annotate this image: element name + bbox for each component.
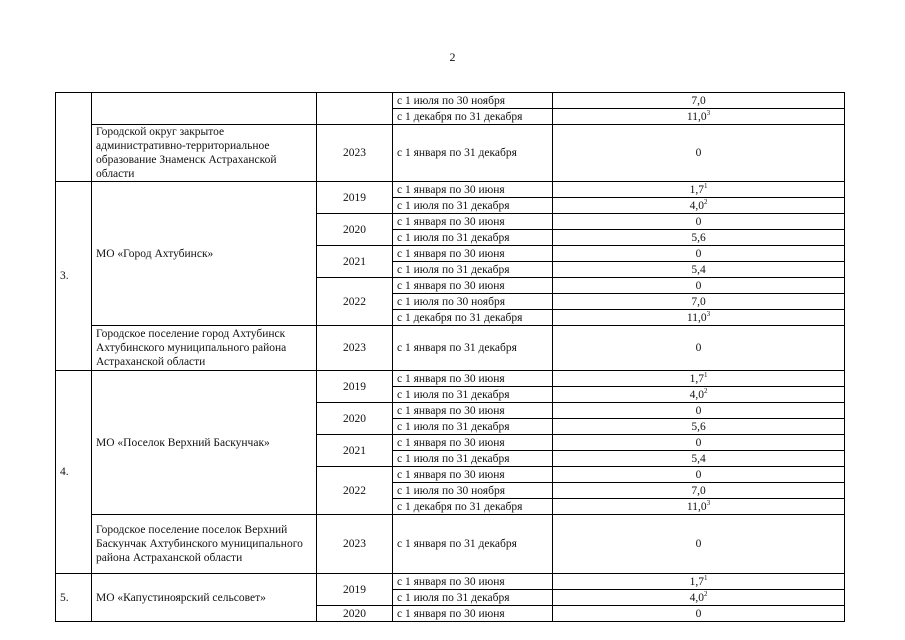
year-cell: 2022 <box>317 467 393 515</box>
period-cell: с 1 декабря по 31 декабря <box>393 109 553 125</box>
value-cell: $1,7^1$ <box>553 371 845 387</box>
value-cell: 5,6 <box>553 230 845 246</box>
period-cell: с 1 января по 30 июня <box>393 371 553 387</box>
row-number: 4. <box>56 371 92 574</box>
municipality-name: МО «Город Ахтубинск» <box>92 182 317 326</box>
period-cell: с 1 января по 30 июня <box>393 278 553 294</box>
year-cell: 2023 <box>317 326 393 371</box>
period-cell: с 1 декабря по 31 декабря <box>393 310 553 326</box>
value-cell: 0 <box>553 467 845 483</box>
municipality-name: Городское поселение поселок Верхний Баскунчак Ахтубинского муниципального района Астраханской области <box>92 515 317 574</box>
value-cell: $4,0^2$ <box>553 198 845 214</box>
value-cell: 0 <box>553 435 845 451</box>
period-cell: с 1 января по 31 декабря <box>393 125 553 182</box>
municipality-name: Городское поселение город Ахтубинск Ахтубинского муниципального района Астраханской области <box>92 326 317 371</box>
value-cell: 11,0$^3$ <box>553 499 845 515</box>
municipality-name: Городской округ закрытое административно-территориальное образование Знаменск Астраханской области <box>92 125 317 182</box>
value-cell: 0 <box>553 246 845 262</box>
table-row <box>56 326 845 371</box>
period-cell: с 1 января по 30 июня <box>393 435 553 451</box>
municipality-name: МО «Капустиноярский сельсовет» <box>92 574 317 622</box>
value-cell: 7,0 <box>553 483 845 499</box>
period-cell: с 1 января по 30 июня <box>393 182 553 198</box>
value-cell: 0 <box>553 606 845 622</box>
period-cell: с 1 июля по 31 декабря <box>393 419 553 435</box>
value-cell: 5,6 <box>553 419 845 435</box>
value-cell: 0 <box>553 515 845 574</box>
period-cell: с 1 июля по 31 декабря <box>393 230 553 246</box>
value-cell: 5,4 <box>553 262 845 278</box>
value-cell: 0 <box>553 326 845 371</box>
year-cell: 2020 <box>317 214 393 246</box>
value-cell: $4,0^2$ <box>553 590 845 606</box>
period-cell: с 1 декабря по 31 декабря <box>393 499 553 515</box>
period-cell: с 1 июля по 31 декабря <box>393 262 553 278</box>
year-cell: 2019 <box>317 182 393 214</box>
period-cell: с 1 января по 30 июня <box>393 403 553 419</box>
value-cell: $4,0^2$ <box>553 387 845 403</box>
table-row <box>56 182 845 198</box>
table-row <box>56 574 845 590</box>
year-cell: 2023 <box>317 515 393 574</box>
value-cell: 11,0$^3$ <box>553 109 845 125</box>
year-cell: 2021 <box>317 246 393 278</box>
value-cell: 0 <box>553 403 845 419</box>
table-row <box>56 125 845 182</box>
value-cell: 11,0$^3$ <box>553 310 845 326</box>
period-cell: с 1 июля по 31 декабря <box>393 590 553 606</box>
row-number: 3. <box>56 182 92 371</box>
value-cell: 7,0 <box>553 294 845 310</box>
value-cell: $1,7^1$ <box>553 182 845 198</box>
period-cell: с 1 июля по 31 декабря <box>393 451 553 467</box>
year-cell: 2020 <box>317 606 393 622</box>
year-cell: 2020 <box>317 403 393 435</box>
year-cell: 2023 <box>317 125 393 182</box>
period-cell: с 1 июля по 31 декабря <box>393 198 553 214</box>
year-cell <box>317 93 393 125</box>
value-cell: 7,0 <box>553 93 845 109</box>
period-cell: с 1 января по 31 декабря <box>393 326 553 371</box>
period-cell: с 1 января по 30 июня <box>393 214 553 230</box>
year-cell: 2019 <box>317 574 393 606</box>
value-cell: 0 <box>553 125 845 182</box>
row-number: 5. <box>56 574 92 622</box>
value-cell: 0 <box>553 214 845 230</box>
period-cell: с 1 января по 30 июня <box>393 467 553 483</box>
row-number <box>56 93 92 182</box>
year-cell: 2022 <box>317 278 393 326</box>
period-cell: с 1 января по 30 июня <box>393 574 553 590</box>
period-cell: с 1 января по 30 июня <box>393 246 553 262</box>
period-cell: с 1 июля по 30 ноября <box>393 483 553 499</box>
table-row <box>56 515 845 574</box>
period-cell: с 1 июля по 31 декабря <box>393 387 553 403</box>
period-cell: с 1 января по 31 декабря <box>393 515 553 574</box>
page-number: 2 <box>449 50 456 64</box>
value-cell: $1,7^1$ <box>553 574 845 590</box>
year-cell: 2021 <box>317 435 393 467</box>
period-cell: с 1 июля по 30 ноября <box>393 93 553 109</box>
municipality-name <box>92 93 317 125</box>
period-cell: с 1 июля по 30 ноября <box>393 294 553 310</box>
municipality-name: МО «Поселок Верхний Баскунчак» <box>92 371 317 515</box>
tariff-table <box>55 92 845 622</box>
period-cell: с 1 января по 30 июня <box>393 606 553 622</box>
year-cell: 2019 <box>317 371 393 403</box>
table-row <box>56 93 845 109</box>
value-cell: 5,4 <box>553 451 845 467</box>
value-cell: 0 <box>553 278 845 294</box>
table-row <box>56 371 845 387</box>
